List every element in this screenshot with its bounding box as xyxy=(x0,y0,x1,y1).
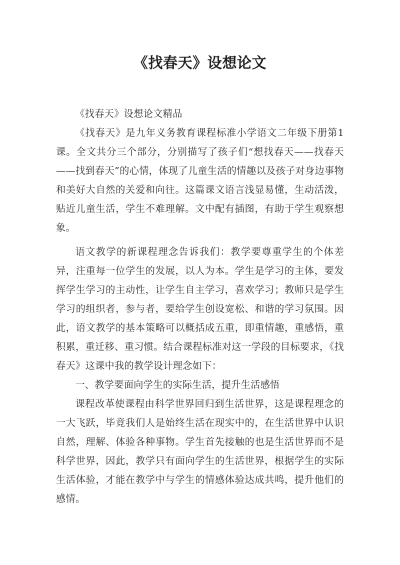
paragraph-concept: 语文教学的新课程理念告诉我们：教学要尊重学生的个体差异，注重每一位学生的发展，以人为本。学生是学习的主体，要发挥学生学习的主动性，让学生自主学习，喜欢学习；教师只是学生学习的组织者，参与者，要给学生创设宽松、和谐的学习氛围。因此，语文教学的基本策略可以概括成五重，即重情趣，重感悟，重积累，重迁移、重习惯。结合课程标准对这一学段的目标要求，《找春天》这课中我的教学设计理念如下： xyxy=(56,247,344,372)
paragraph-subtitle: 《找春天》设想论文精品 xyxy=(75,109,183,120)
paragraph-intro: 《找春天》是九年义务教育课程标准小学语文二年级下册第1课。全文共分三个部分，分别描写了孩子们“想找春天——找春天——找到春天”的心情，体现了儿童生活的情趣以及孩子对身边事物和美好大自然的关爱和向往。这篇课文语言浅显易懂，生动活泼，贴近儿童生活，学生不难理解。文中配有插图，有助于学生观察想象。 xyxy=(56,128,344,234)
section-heading: 一、教学要面向学生的实际生活，提升生活感悟 xyxy=(75,380,280,391)
document-title: 《找春天》设想论文 xyxy=(133,56,267,72)
paragraph-life: 课程改革使课程由科学世界回归到生活世界，这是课程理念的一大飞跃，毕竟我们人是始终生活在现实中的，在生活世界中认识自然，理解、体验各种事物。学生首先接触的也是生活世界而不是科学世界，因此，教学只有面向学生的生活世界，根据学生的实际生活体验，才能在教学中与学生的情感体验达成共鸣，提升他们的感情。 xyxy=(56,399,344,505)
